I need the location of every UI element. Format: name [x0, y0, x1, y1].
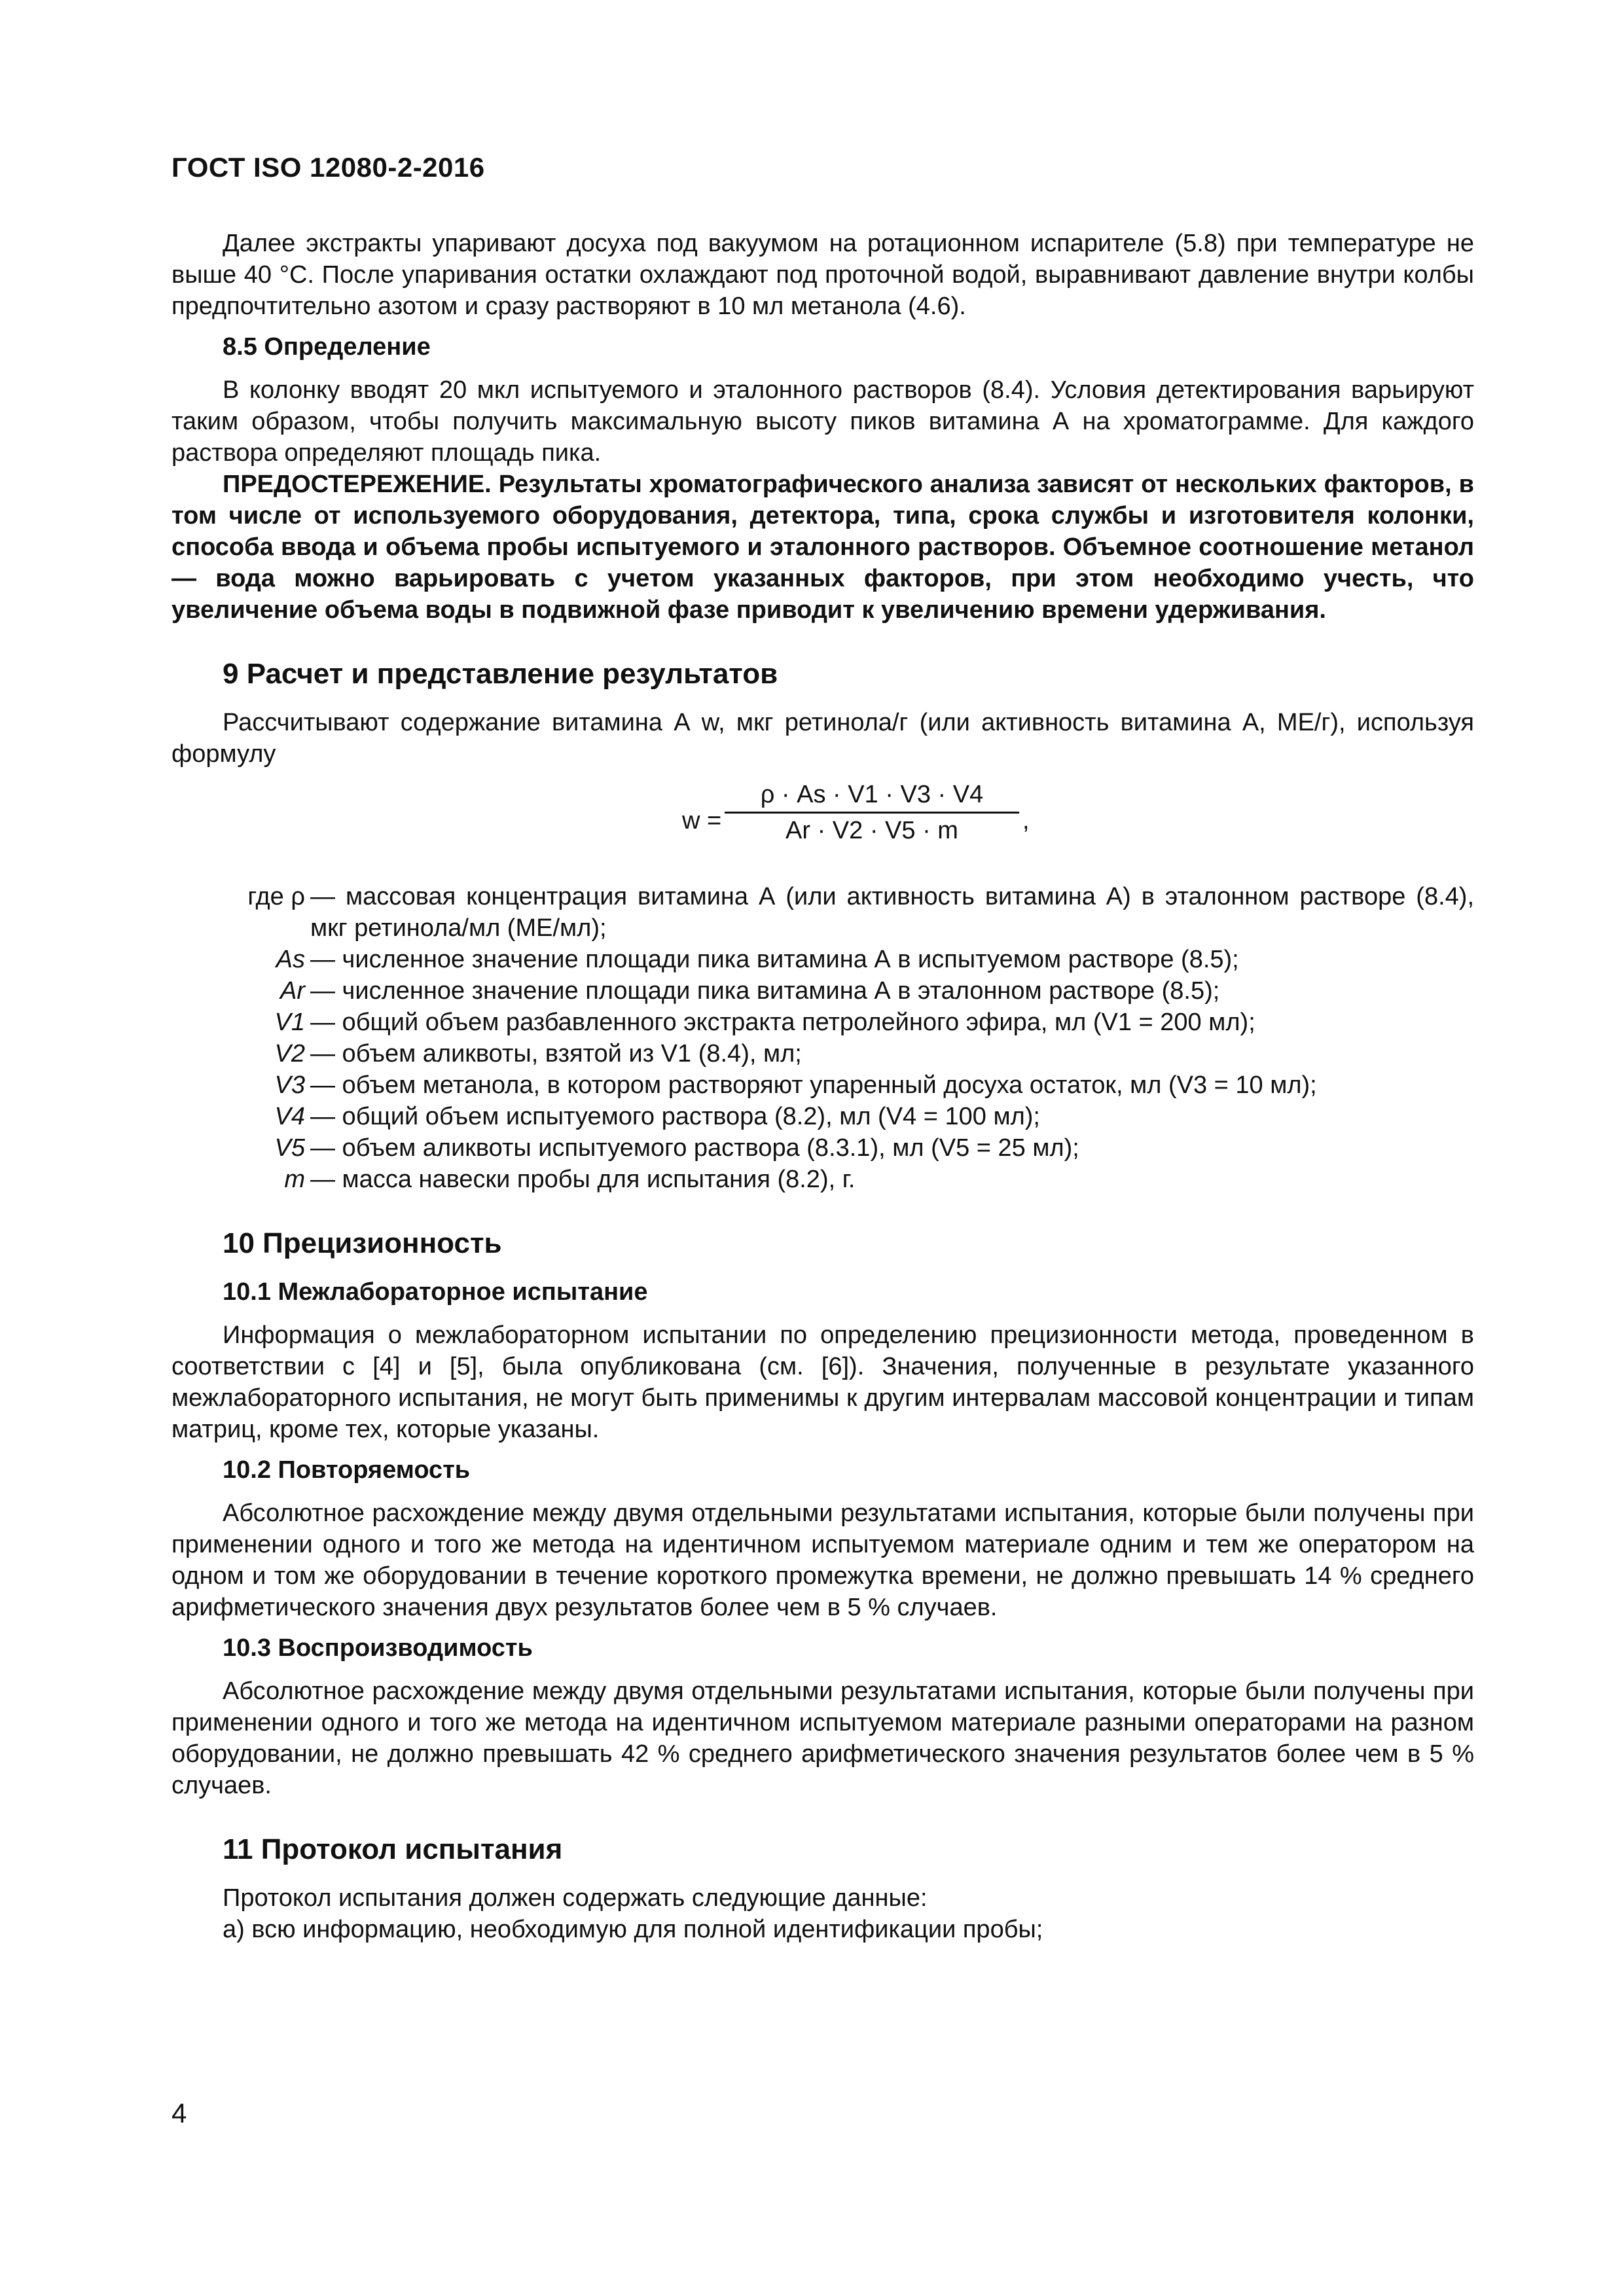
legend-symbol: где ρ [247, 883, 305, 910]
formula-denominator: Ar · V2 · V5 · m [785, 817, 958, 844]
legend-symbol: V3 [274, 1071, 305, 1099]
legend-description: — объем метанола, в котором растворяют упаренный досуха остаток, мл (V3 = 10 мл); [310, 1071, 1317, 1099]
list-item: a) всю информацию, необходимую для полной идентификации пробы; [223, 1916, 1043, 1943]
formula-legend [171, 881, 1474, 1195]
legend-row [171, 1164, 1474, 1195]
legend-description: — численное значение площади пика витамина А в эталонном растворе (8.5); [310, 977, 1220, 1005]
legend-symbol: Ar [280, 977, 305, 1005]
legend-row [171, 1038, 1474, 1069]
legend-symbol: As [276, 946, 305, 973]
legend-symbol: m [284, 1166, 305, 1193]
section-10-2-title: 10.2 Повторяемость [223, 1456, 471, 1484]
page-number: 4 [171, 2098, 187, 2128]
intro-paragraph: Далее экстракты упаривают досуха под вакуумом на ротационном испарителе (5.8) при температуре не выше 40 °C. После упаривания остатки охлаждают под проточной водой, выравнивают давление внутри колбы предпочтительно азотом и сразу растворяют в 10 мл метанола (4.6). [171, 230, 1474, 320]
legend-description: — массовая концентрация витамина А (или активность витамина А) в эталонном растворе (8.4), мкг ретинола/мл (МЕ/мл); [310, 883, 1474, 942]
legend-row [171, 1101, 1474, 1132]
section-10-3-title: 10.3 Воспроизводимость [223, 1634, 533, 1662]
section-8-5-title: 8.5 Определение [223, 333, 431, 361]
section-10-1-paragraph: Информация о межлабораторном испытании по определению прецизионности метода, проведенном в соответствии с [4] и [5], была опубликована (см. [6]). Значения, полученные в результате указанного межлабораторного испытания, не могут быть применимы к другим интервалам массовой концентрации и типам матриц, кроме тех, которые указаны. [171, 1321, 1474, 1443]
document-header: ГОСТ ISO 12080-2-2016 [171, 152, 485, 183]
formula-lhs: w = [682, 807, 722, 834]
section-10-2-paragraph: Абсолютное расхождение между двумя отдельными результатами испытания, которые были получены при применении одного и того же метода на идентичном испытуемом материале одним и тем же оператором на одном и том же оборудовании в течение короткого промежутка времени, не должно превышать 14 % среднего арифметического значения двух результатов более чем в 5 % случаев. [171, 1499, 1474, 1621]
formula-numerator: ρ · As · V1 · V3 · V4 [725, 779, 1019, 814]
legend-row [171, 1132, 1474, 1164]
legend-description: — объем аликвоты испытуемого раствора (8.3.1), мл (V5 = 25 мл); [310, 1134, 1079, 1162]
section-10-title: 10 Прецизионность [223, 1227, 502, 1259]
legend-description: — общий объем испытуемого раствора (8.2), мл (V4 = 100 мл); [310, 1103, 1040, 1130]
legend-row [171, 1007, 1474, 1038]
formula-fraction [725, 779, 1019, 846]
legend-description: — объем аликвоты, взятой из V1 (8.4), мл; [310, 1040, 802, 1067]
legend-row [171, 944, 1474, 975]
legend-row [171, 881, 1474, 944]
legend-row [171, 975, 1474, 1007]
legend-symbol: V2 [274, 1040, 305, 1067]
section-11-title: 11 Протокол испытания [223, 1833, 563, 1865]
document-body [171, 228, 1474, 1945]
section-9-paragraph: Рассчитывают содержание витамина А w, мкг ретинола/г (или активность витамина А, МЕ/г), используя формулу [171, 709, 1474, 768]
section-11-paragraph: Протокол испытания должен содержать следующие данные: [223, 1884, 928, 1912]
formula [171, 779, 1474, 868]
legend-symbol: V1 [274, 1009, 305, 1036]
legend-description: — численное значение площади пика витамина А в испытуемом растворе (8.5); [310, 946, 1239, 973]
legend-row [171, 1069, 1474, 1101]
legend-description: — масса навески пробы для испытания (8.2), г. [310, 1166, 856, 1193]
section-9-title: 9 Расчет и представление результатов [223, 658, 778, 690]
section-8-5-paragraph: В колонку вводят 20 мкл испытуемого и эталонного растворов (8.4). Условия детектирования варьируют таким образом, чтобы получить максимальную высоту пиков витамина А на хроматограмме. Для каждого раствора определяют площадь пика. [171, 376, 1474, 467]
section-10-3-paragraph: Абсолютное расхождение между двумя отдельными результатами испытания, которые были получены при применении одного и того же метода на идентичном испытуемом материале разными операторами на разном оборудовании, не должно превышать 42 % среднего арифметического значения результатов более чем в 5 % случаев. [171, 1677, 1474, 1799]
warning-paragraph: ПРЕДОСТЕРЕЖЕНИЕ. Результаты хроматографического анализа зависят от нескольких факторов, в том числе от используемого оборудования, детектора, типа, срока службы и изготовителя колонки, способа ввода и объема пробы испытуемого и эталонного растворов. Объемное соотношение метанол — вода можно варьировать с учетом указанных факторов, при этом необходимо учесть, что увеличение объема воды в подвижной фазе приводит к увеличению времени удерживания. [171, 471, 1474, 624]
formula-comma: , [1022, 807, 1030, 834]
legend-symbol: V5 [274, 1134, 305, 1162]
section-10-1-title: 10.1 Межлабораторное испытание [223, 1278, 648, 1306]
legend-description: — общий объем разбавленного экстракта петролейного эфира, мл (V1 = 200 мл); [310, 1009, 1255, 1036]
legend-symbol: V4 [274, 1103, 305, 1130]
